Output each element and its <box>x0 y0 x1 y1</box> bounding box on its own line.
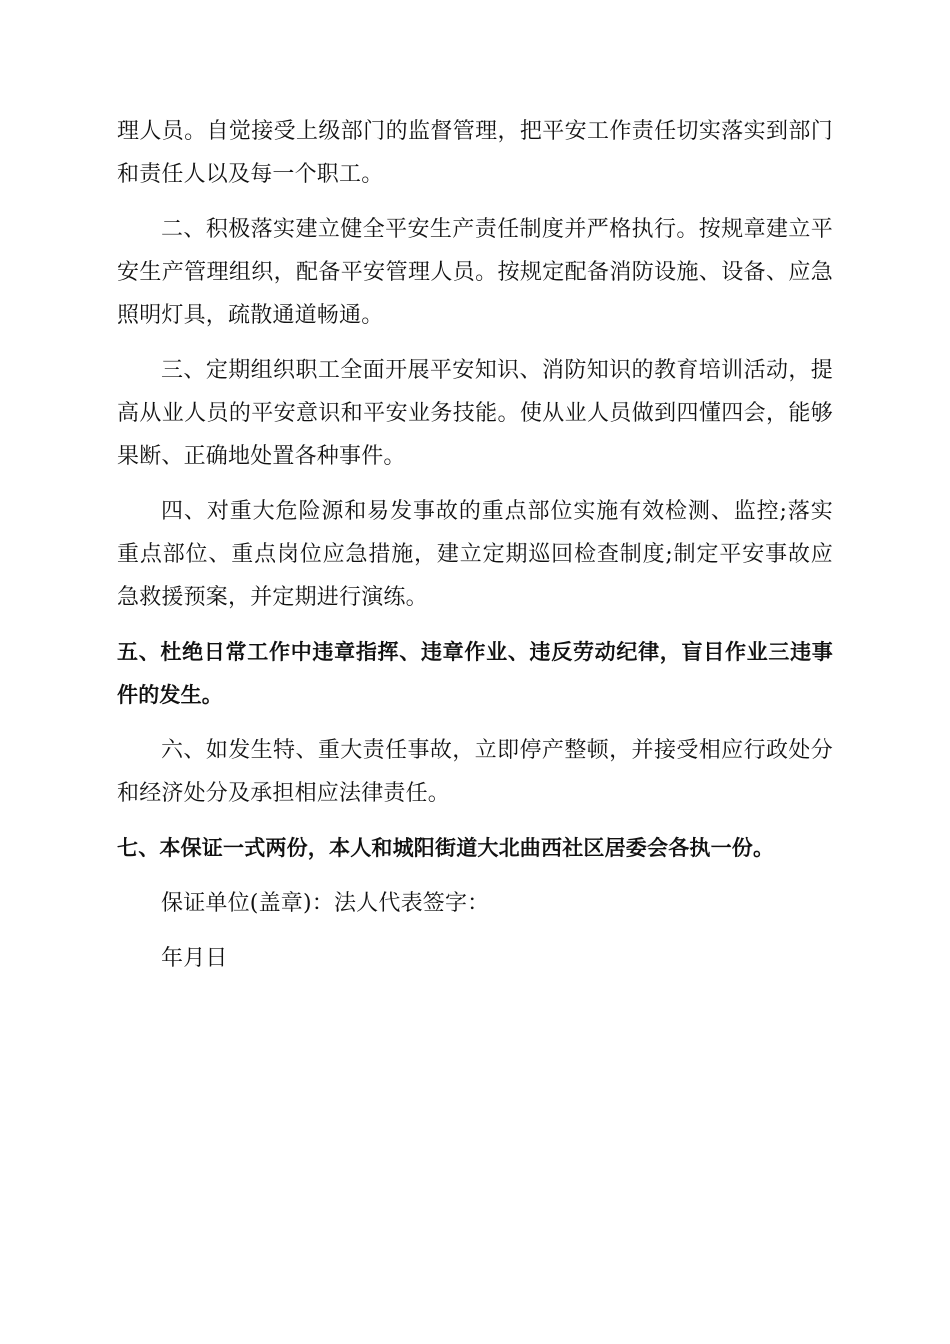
paragraph-item-5: 五、杜绝日常工作中违章指挥、违章作业、违反劳动纪律，盲目作业三违事件的发生。 <box>117 640 833 707</box>
paragraph-item-3: 三、定期组织职工全面开展平安知识、消防知识的教育培训活动，提高从业人员的平安意识和平安业务技能。使从业人员做到四懂四会，能够果断、正确地处置各种事件。 <box>117 358 833 469</box>
signature-line: 保证单位(盖章)：法人代表签字： <box>161 891 490 916</box>
paragraph-item-2: 二、积极落实建立健全平安生产责任制度并严格执行。按规章建立平安生产管理组织，配备平安管理人员。按规定配备消防设施、设备、应急照明灯具，疏散通道畅通。 <box>117 217 833 328</box>
paragraph-item-7: 七、本保证一式两份，本人和城阳街道大北曲西社区居委会各执一份。 <box>117 836 775 860</box>
document-body <box>117 110 833 992</box>
paragraph-continuation: 理人员。自觉接受上级部门的监督管理，把平安工作责任切实落实到部门和责任人以及每一个职工。 <box>117 119 833 187</box>
paragraph-item-4: 四、对重大危险源和易发事故的重点部位实施有效检测、监控;落实重点部位、重点岗位应急措施，建立定期巡回检查制度;制定平安事故应急救援预案，并定期进行演练。 <box>117 499 833 610</box>
paragraph-item-6: 六、如发生特、重大责任事故，立即停产整顿，并接受相应行政处分和经济处分及承担相应法律责任。 <box>117 738 833 806</box>
date-line: 年月日 <box>161 946 228 971</box>
